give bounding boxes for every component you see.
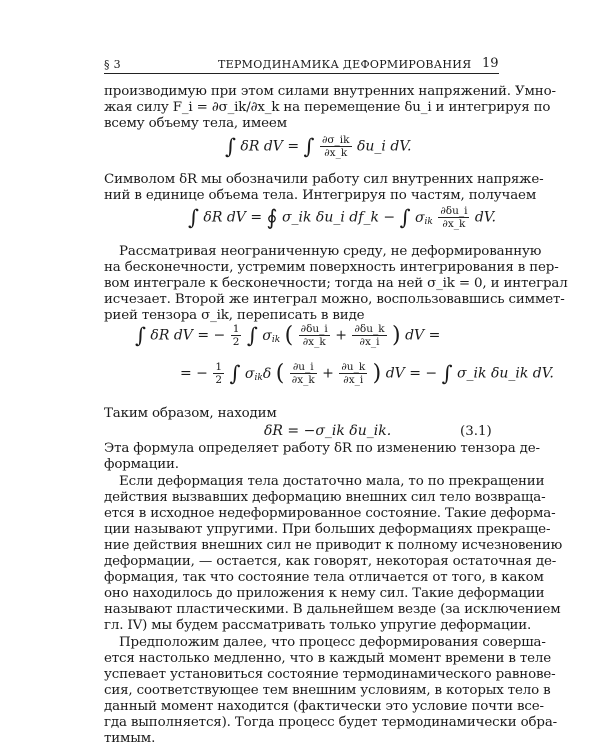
eq2-fraction <box>438 205 469 230</box>
para7-line-7: тимым. <box>104 731 156 746</box>
para7-line-5: данный момент находится (фактически это условие почти все- <box>104 699 544 714</box>
para6-line-6: деформации, — остается, как говорят, некоторая остаточная де- <box>104 554 557 569</box>
eq1-fraction <box>320 134 352 159</box>
equation-2: ∫ δR dV = ∮ σ_ik δu_i df_k − ∫ $\sigma_{ik}$ $\frac{\partial\delta u\_i}{\partial x\_k}$ dV. <box>188 205 496 230</box>
equation-number: (3.1) <box>460 424 492 439</box>
integral-sign: ∫ <box>225 134 236 159</box>
integral-sign: ∫ <box>441 361 453 386</box>
para5-line-2: формации. <box>104 457 179 472</box>
para1-line-1: производимую при этом силами внутренних напряжений. Умно- <box>104 84 556 99</box>
para6-line-7: формация, так что состояние тела отличается от того, в каком <box>104 570 544 585</box>
header-rule <box>104 73 499 74</box>
eq2-den: ∂x_k <box>442 218 466 230</box>
para3-line-3: вом интеграле к бесконечности; тогда на ней σ_ik = 0, и интеграл <box>104 276 568 291</box>
para5-line-1: Эта формула определяет работу δR по изменению тензора де- <box>104 441 540 456</box>
eq1-num: ∂σ_ik <box>321 134 350 146</box>
para2-line-1: Символом δR мы обозначили работу сил внутренних напряже- <box>104 172 544 187</box>
equation-3-line-2: = − $\frac{1}{2}$ ∫ $\sigma_{ik}\delta$ ( $\frac{\partial u\_i}{\partial x\_k}$ + $\frac{\partial u\_k}{\partial x\_i}$ ) dV = − ∫ σ_ik δu_ik dV. <box>180 361 554 386</box>
integral-sign: ∫ <box>303 134 315 159</box>
equation-1: ∫ δR dV = ∫ $\frac{\partial\sigma\_ik}{\partial x\_k}$ δu_i dV. <box>225 134 412 159</box>
para3-line-5: рией тензора σ_ik, переписать в виде <box>104 308 365 323</box>
equation-3-line-1: ∫ δR dV = − $\frac{1}{2}$ ∫ $\sigma_{ik}$ ( $\frac{\partial\delta u\_i}{\partial x\_k}$ + $\frac{\partial\delta u\_k}{\partial x\_i}$ ) dV = <box>135 323 441 348</box>
para6-line-1: Если деформация тела достаточно мала, то по прекращении <box>119 474 545 489</box>
integral-sign: ∫ <box>135 323 146 348</box>
para7-line-1: Предположим далее, что процесс деформирования совершa- <box>119 635 546 650</box>
para6-line-5: ние действия внешних сил не приводит к полному исчезновению <box>104 538 563 553</box>
para6-line-8: оно находилось до приложения к нему сил. Такие деформации <box>104 586 545 601</box>
eq4-formula: δR = −σ_ik δu_ik. <box>264 423 392 439</box>
para7-line-6: гда выполняется). Тогда процесс будет термодинамически обра- <box>104 715 558 730</box>
para3-line-2: на бесконечности, устремим поверхность интегрирования в пер- <box>104 260 559 275</box>
equation-3-1 <box>264 423 391 439</box>
eq2-tail: dV. <box>474 209 496 226</box>
para6-line-3: ется в исходное недеформированное состояние. Такие деформа- <box>104 506 556 521</box>
integral-sign: ∫ <box>229 361 241 386</box>
integral-sign: ∫ <box>246 323 258 348</box>
eq1-lhs: δR dV <box>240 138 283 155</box>
eq2-num: ∂δu_i <box>440 205 468 217</box>
para1-line-2: жая силу F_i = ∂σ_ik/∂x_k на перемещение δu_i и интегрируя по <box>104 100 551 115</box>
eq3-lhs: δR dV = − <box>150 327 226 344</box>
eq3-half: $\frac{1}{2}$ <box>232 323 240 348</box>
para7-line-3: успевает установиться состояние термодинамического равнове- <box>104 667 556 682</box>
para7-line-4: сия, соответствующее тем внешним условиям, в которых тело в <box>104 683 551 698</box>
para6-line-9: называют пластическими. В дальнейшем везде (за исключением <box>104 602 561 617</box>
para2-line-2: ний в единице объема тела. Интегрируя по частям, получаем <box>104 188 537 203</box>
eq2-mid: σ_ik δu_i df_k <box>281 209 379 226</box>
integral-sign: ∫ <box>188 205 199 230</box>
eq3-tail: σ_ik δu_ik dV. <box>456 365 554 382</box>
para3-line-1: Рассматривая неограниченную среду, не деформированную <box>119 244 542 259</box>
contour-integral-sign: ∮ <box>266 205 278 230</box>
section-mark: § 3 <box>104 58 121 71</box>
para6-line-4: ции называют упругими. При больших деформациях прекраще- <box>104 522 551 537</box>
para6-line-2: действия вызвавших деформацию внешних сил тело возвраща- <box>104 490 546 505</box>
para7-line-2: ется настолько медленно, что в каждый момент времени в теле <box>104 651 552 666</box>
running-title: ТЕРМОДИНАМИКА ДЕФОРМИРОВАНИЯ <box>218 58 472 71</box>
para3-line-4: исчезает. Второй же интеграл можно, воспользовавшись симмет- <box>104 292 565 307</box>
para1-line-3: всему объему тела, имеем <box>104 116 287 131</box>
integral-sign: ∫ <box>399 205 411 230</box>
page-number: 19 <box>482 56 499 71</box>
para6-line-10: гл. IV) мы будем рассматривать только упругие деформации. <box>104 618 532 633</box>
eq2-lhs: δR dV <box>203 209 246 226</box>
para4-line: Таким образом, находим <box>104 406 277 421</box>
eq1-rhs: δu_i dV. <box>356 138 412 155</box>
eq1-den: ∂x_k <box>324 147 348 159</box>
